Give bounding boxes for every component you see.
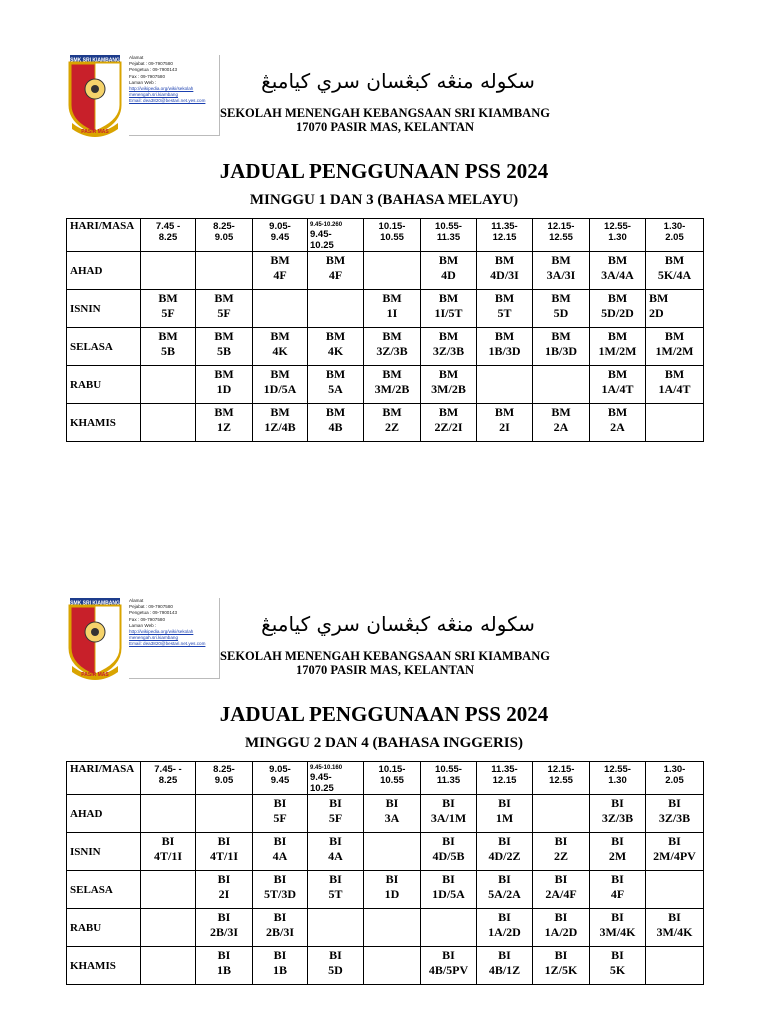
header-period: 12.15- 12.55 bbox=[533, 219, 590, 252]
timetable-cell: BM 5F bbox=[141, 290, 196, 328]
timetable-cell bbox=[141, 366, 196, 404]
timetable-cell: BI 2A/4F bbox=[533, 871, 590, 909]
contact-info bbox=[129, 55, 220, 136]
day-label: AHAD bbox=[67, 252, 141, 290]
timetable-cell: BM 4K bbox=[308, 328, 364, 366]
contact-line: Fax : 09-7907580 bbox=[129, 616, 166, 622]
table-row bbox=[67, 290, 704, 328]
timetable-cell bbox=[308, 290, 364, 328]
timetable-cell: BI 3Z/3B bbox=[590, 795, 646, 833]
timetable-cell bbox=[421, 909, 477, 947]
timetable-cell bbox=[253, 290, 308, 328]
header-period: 12.55- 1.30 bbox=[590, 219, 646, 252]
timetable-cell: BM 2I bbox=[477, 404, 533, 442]
timetable-cell: BI 2M bbox=[590, 833, 646, 871]
timetable-cell: BM 5F bbox=[196, 290, 253, 328]
timetable-cell: BM 4K bbox=[253, 328, 308, 366]
school-name-jawi bbox=[222, 66, 574, 96]
school-name: SEKOLAH MENENGAH KEBANGSAAN SRI KIAMBANG 17070 PASIR MAS, KELANTAN bbox=[220, 106, 550, 134]
timetable-cell: BM 3A/4A bbox=[590, 252, 646, 290]
svg-text:SMK SRI KIAMBANG: SMK SRI KIAMBANG bbox=[70, 57, 120, 64]
timetable-cell: BM 3A/3I bbox=[533, 252, 590, 290]
school-crest-icon bbox=[66, 53, 124, 137]
timetable-cell: BM 1B/3D bbox=[533, 328, 590, 366]
timetable-cell: BM 1Z bbox=[196, 404, 253, 442]
table-row bbox=[67, 909, 704, 947]
timetable-cell: BI 4B/1Z bbox=[477, 947, 533, 985]
timetable-cell bbox=[141, 909, 196, 947]
header-day-time: HARI/MASA bbox=[67, 762, 141, 795]
timetable-cell bbox=[477, 366, 533, 404]
timetable-cell: BI 4T/1I bbox=[196, 833, 253, 871]
header-period: 8.25- 9.05 bbox=[196, 219, 253, 252]
timetable-cell bbox=[364, 252, 421, 290]
timetable-cell bbox=[364, 833, 421, 871]
timetable-cell: BM 5A bbox=[308, 366, 364, 404]
timetable-cell: BI 5T/3D bbox=[253, 871, 308, 909]
header-period: 9.45-10.260 9.45- 10.25 bbox=[308, 219, 364, 252]
contact-line: Pejabat : 09-7907580 bbox=[129, 604, 173, 610]
timetable-cell: BI 3M/4K bbox=[590, 909, 646, 947]
timetable-cell bbox=[141, 252, 196, 290]
timetable-cell: BM 1B/3D bbox=[477, 328, 533, 366]
timetable-cell: BI 1D/5A bbox=[421, 871, 477, 909]
school-name: SEKOLAH MENENGAH KEBANGSAAN SRI KIAMBANG 17070 PASIR MAS, KELANTAN bbox=[220, 649, 550, 677]
timetable-cell: BM 1D/5A bbox=[253, 366, 308, 404]
timetable-cell: BI 5A/2A bbox=[477, 871, 533, 909]
table-row bbox=[67, 795, 704, 833]
timetable-cell: BM 2Z/2I bbox=[421, 404, 477, 442]
header-period: 10.55- 11.35 bbox=[421, 219, 477, 252]
timetable-cell: BI 2Z bbox=[533, 833, 590, 871]
contact-link[interactable]: menengah.sri.kiambang bbox=[129, 635, 179, 641]
timetable-cell: BM 1A/4T bbox=[646, 366, 704, 404]
timetable-cell: BI 5F bbox=[308, 795, 364, 833]
contact-email[interactable]: Email: dea3820@bestari.net.yes.com bbox=[129, 98, 206, 104]
school-name-jawi bbox=[222, 609, 574, 639]
header-period: 12.15- 12.55 bbox=[533, 762, 590, 795]
svg-text:SMK SRI KIAMBANG: SMK SRI KIAMBANG bbox=[70, 600, 120, 607]
timetable-cell: BM 1M/2M bbox=[590, 328, 646, 366]
contact-email[interactable]: Email: dea3820@bestari.net.yes.com bbox=[129, 641, 206, 647]
table-row bbox=[67, 833, 704, 871]
timetable-cell bbox=[308, 909, 364, 947]
day-label: KHAMIS bbox=[67, 404, 141, 442]
svg-text:سکوله منڠه کبڠسان سري کيامبڠ: سکوله منڠه کبڠسان سري کيامبڠ bbox=[261, 612, 535, 636]
timetable-cell: BM 1A/4T bbox=[590, 366, 646, 404]
timetable-cell: BI 1Z/5K bbox=[533, 947, 590, 985]
table-row bbox=[67, 947, 704, 985]
day-label: ISNIN bbox=[67, 833, 141, 871]
header-period: 10.15- 10.55 bbox=[364, 219, 421, 252]
timetable-cell: BI 5F bbox=[253, 795, 308, 833]
contact-line: Fax : 09-7907580 bbox=[129, 73, 166, 79]
timetable-cell bbox=[646, 947, 704, 985]
contact-line: Laman Web : bbox=[129, 79, 157, 85]
header-day-time: HARI/MASA bbox=[67, 219, 141, 252]
timetable-cell: BM 5D bbox=[533, 290, 590, 328]
timetable-cell: BI 2I bbox=[196, 871, 253, 909]
timetable-cell: BM 1D bbox=[196, 366, 253, 404]
timetable-cell: BI 1A/2D bbox=[533, 909, 590, 947]
timetable-cell: BM 5B bbox=[141, 328, 196, 366]
table-row bbox=[67, 871, 704, 909]
header-period: 12.55- 1.30 bbox=[590, 762, 646, 795]
table-row bbox=[67, 366, 704, 404]
timetable-cell bbox=[646, 404, 704, 442]
header-period: 9.05- 9.45 bbox=[253, 219, 308, 252]
timetable-cell: BI 5T bbox=[308, 871, 364, 909]
contact-line: Laman Web : bbox=[129, 622, 157, 628]
day-label: SELASA bbox=[67, 871, 141, 909]
timetable-cell: BM 2A bbox=[590, 404, 646, 442]
school-crest-icon bbox=[66, 596, 124, 680]
contact-link[interactable]: menengah.sri.kiambang bbox=[129, 92, 179, 98]
contact-link[interactable]: http://wikipedia.org/wiki/sekolah bbox=[129, 86, 194, 92]
timetable bbox=[66, 761, 704, 985]
timetable-cell: BI 3M/4K bbox=[646, 909, 704, 947]
timetable-cell: BI 2B/3I bbox=[196, 909, 253, 947]
timetable-cell: BM 2D bbox=[646, 290, 704, 328]
timetable-cell: BI 1A/2D bbox=[477, 909, 533, 947]
header-period: 9.45-10.160 9.45- 10.25 bbox=[308, 762, 364, 795]
timetable-cell: BM 4B bbox=[308, 404, 364, 442]
contact-name: Alamat bbox=[129, 55, 144, 60]
header-period: 11.35- 12.15 bbox=[477, 762, 533, 795]
contact-link[interactable]: http://wikipedia.org/wiki/sekolah bbox=[129, 629, 194, 635]
timetable-cell bbox=[141, 404, 196, 442]
timetable-cell: BI 4A bbox=[253, 833, 308, 871]
day-label: RABU bbox=[67, 366, 141, 404]
timetable-cell: BM 1M/2M bbox=[646, 328, 704, 366]
day-label: KHAMIS bbox=[67, 947, 141, 985]
header-period: 7.45- - 8.25 bbox=[141, 762, 196, 795]
timetable-cell: BM 5T bbox=[477, 290, 533, 328]
timetable-cell: BM 4F bbox=[308, 252, 364, 290]
timetable-cell bbox=[364, 909, 421, 947]
schedule-subtitle: MINGGU 1 DAN 3 (BAHASA MELAYU) bbox=[249, 192, 519, 208]
timetable-cell: BI 4B/5PV bbox=[421, 947, 477, 985]
timetable-cell: BM 2Z bbox=[364, 404, 421, 442]
table-row bbox=[67, 328, 704, 366]
svg-text:سکوله منڠه کبڠسان سري کيامبڠ: سکوله منڠه کبڠسان سري کيامبڠ bbox=[261, 69, 535, 93]
timetable bbox=[66, 218, 704, 442]
timetable-cell bbox=[196, 795, 253, 833]
timetable-cell bbox=[533, 795, 590, 833]
timetable-cell: BI 1B bbox=[196, 947, 253, 985]
timetable-cell: BM 5B bbox=[196, 328, 253, 366]
timetable-cell: BM 1Z/4B bbox=[253, 404, 308, 442]
timetable-cell: BM 3M/2B bbox=[421, 366, 477, 404]
timetable-cell bbox=[141, 947, 196, 985]
timetable-cell: BM 3M/2B bbox=[364, 366, 421, 404]
timetable-cell: BI 2M/4PV bbox=[646, 833, 704, 871]
timetable-cell: BI 4A bbox=[308, 833, 364, 871]
day-label: ISNIN bbox=[67, 290, 141, 328]
timetable-cell: BM 4D bbox=[421, 252, 477, 290]
timetable-cell: BM 5D/2D bbox=[590, 290, 646, 328]
timetable-cell: BI 1B bbox=[253, 947, 308, 985]
timetable-cell bbox=[533, 366, 590, 404]
timetable-cell: BI 5D bbox=[308, 947, 364, 985]
contact-name: Alamat bbox=[129, 598, 144, 603]
timetable-cell: BI 4F bbox=[590, 871, 646, 909]
timetable-cell: BM 1I/5T bbox=[421, 290, 477, 328]
contact-info bbox=[129, 598, 220, 679]
timetable-cell: BM 3Z/3B bbox=[364, 328, 421, 366]
timetable-header-row bbox=[67, 762, 704, 795]
header-period: 11.35- 12.15 bbox=[477, 219, 533, 252]
schedule-title: JADUAL PENGGUNAAN PSS 2024 bbox=[219, 702, 549, 726]
table-row bbox=[67, 404, 704, 442]
timetable-cell: BI 4D/5B bbox=[421, 833, 477, 871]
timetable-cell bbox=[646, 871, 704, 909]
timetable-cell: BM 4F bbox=[253, 252, 308, 290]
timetable-cell bbox=[141, 871, 196, 909]
day-label: AHAD bbox=[67, 795, 141, 833]
timetable-cell: BI 3A bbox=[364, 795, 421, 833]
header-period: 7.45 - 8.25 bbox=[141, 219, 196, 252]
timetable-cell: BI 1D bbox=[364, 871, 421, 909]
timetable-cell bbox=[364, 947, 421, 985]
contact-line: Pengetua : 09-7900143 bbox=[129, 67, 178, 73]
day-label: RABU bbox=[67, 909, 141, 947]
header-period: 1.30- 2.05 bbox=[646, 762, 704, 795]
header-period: 1.30- 2.05 bbox=[646, 219, 704, 252]
svg-text:PASIR MAS: PASIR MAS bbox=[81, 129, 109, 135]
timetable-cell: BM 2A bbox=[533, 404, 590, 442]
timetable-cell: BI 3Z/3B bbox=[646, 795, 704, 833]
timetable-header-row bbox=[67, 219, 704, 252]
timetable-cell: BI 1M bbox=[477, 795, 533, 833]
timetable-cell: BI 5K bbox=[590, 947, 646, 985]
header-period: 9.05- 9.45 bbox=[253, 762, 308, 795]
timetable-cell: BM 1I bbox=[364, 290, 421, 328]
timetable-cell: BI 3A/1M bbox=[421, 795, 477, 833]
timetable-cell: BM 4D/3I bbox=[477, 252, 533, 290]
timetable-cell: BM 3Z/3B bbox=[421, 328, 477, 366]
contact-line: Pengetua : 09-7900143 bbox=[129, 610, 178, 616]
timetable-cell: BI 4T/1I bbox=[141, 833, 196, 871]
header-period: 10.55- 11.35 bbox=[421, 762, 477, 795]
schedule-subtitle: MINGGU 2 DAN 4 (BAHASA INGGERIS) bbox=[245, 735, 523, 751]
header-period: 10.15- 10.55 bbox=[364, 762, 421, 795]
svg-text:PASIR MAS: PASIR MAS bbox=[81, 672, 109, 678]
timetable-cell: BM 5K/4A bbox=[646, 252, 704, 290]
timetable-cell bbox=[141, 795, 196, 833]
day-label: SELASA bbox=[67, 328, 141, 366]
timetable-cell bbox=[196, 252, 253, 290]
schedule-title: JADUAL PENGGUNAAN PSS 2024 bbox=[219, 159, 549, 183]
header-period: 8.25- 9.05 bbox=[196, 762, 253, 795]
contact-line: Pejabat : 09-7907580 bbox=[129, 61, 173, 67]
table-row bbox=[67, 252, 704, 290]
timetable-cell: BI 4D/2Z bbox=[477, 833, 533, 871]
timetable-cell: BI 2B/3I bbox=[253, 909, 308, 947]
